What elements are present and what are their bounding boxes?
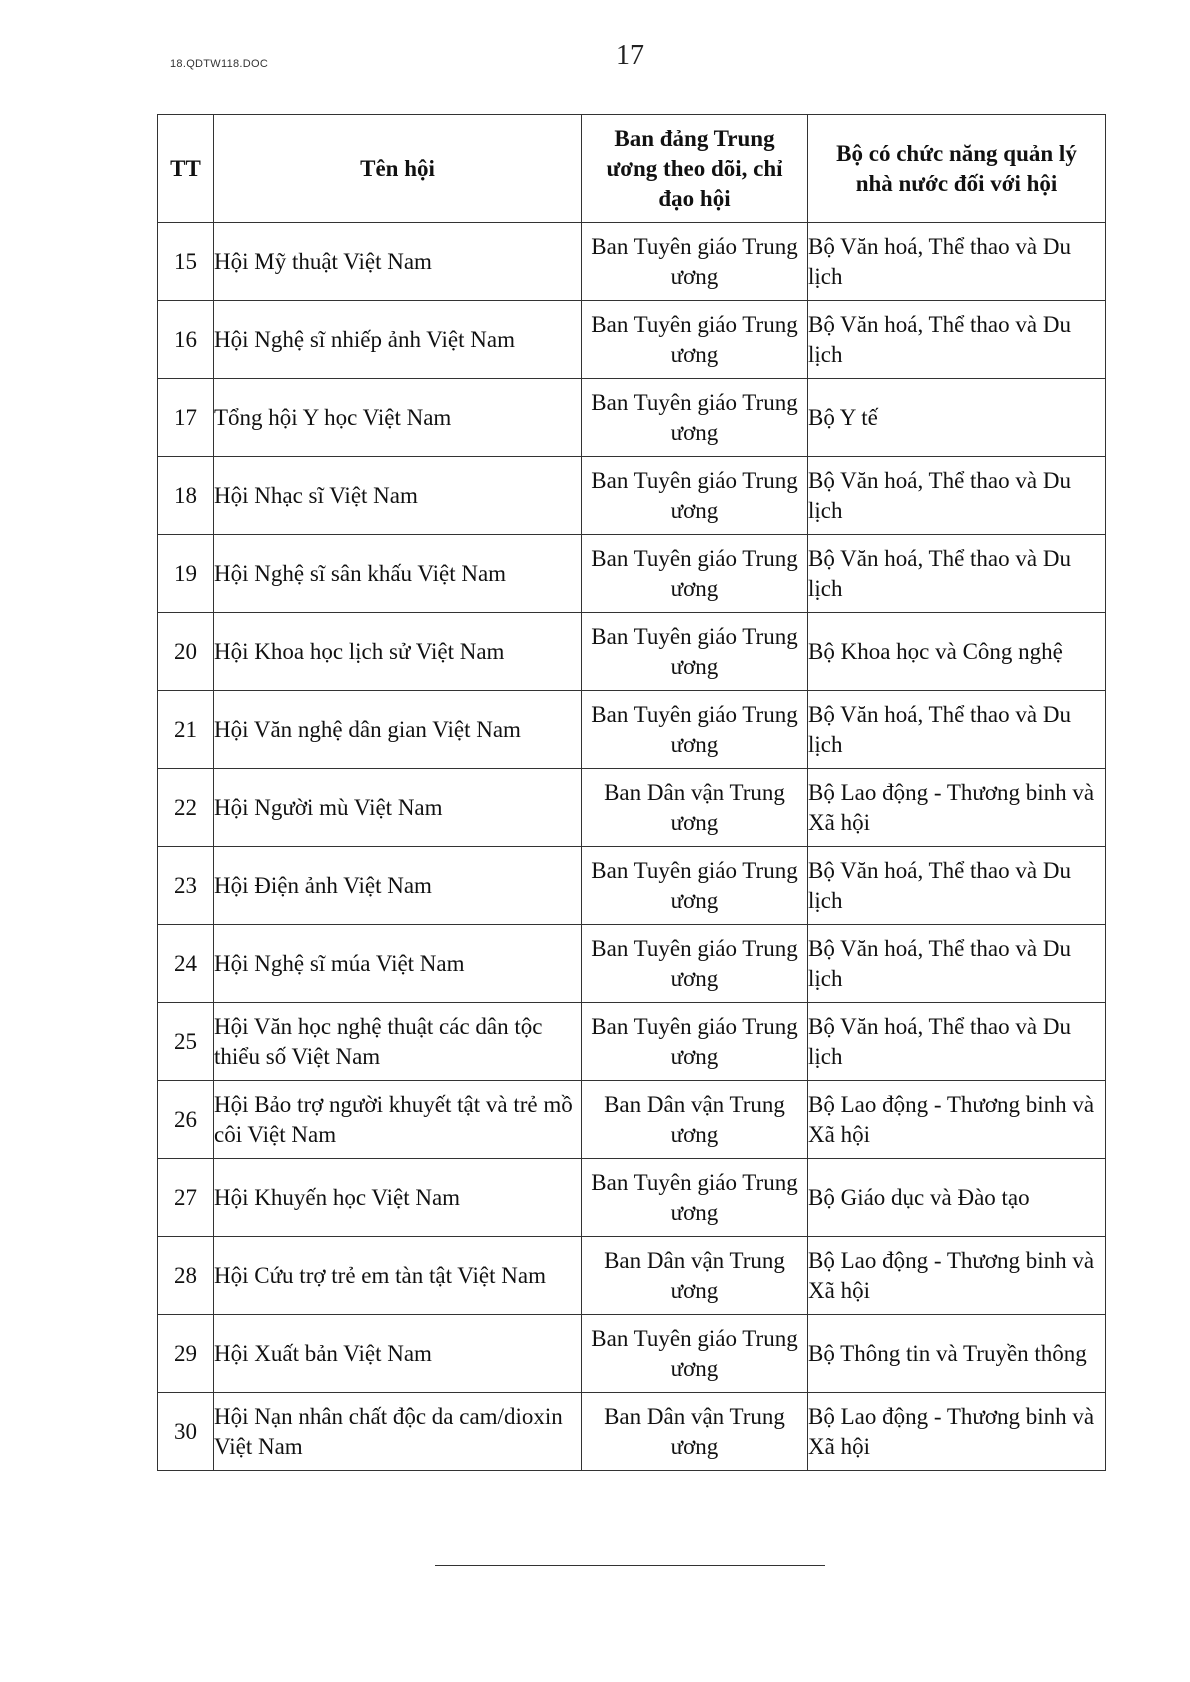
association-name: Hội Điện ảnh Việt Nam [214, 847, 582, 925]
association-name: Hội Văn nghệ dân gian Việt Nam [214, 691, 582, 769]
page-number: 17 [616, 40, 644, 71]
table-row [158, 691, 1106, 769]
table-row [158, 925, 1106, 1003]
managing-ministry: Bộ Văn hoá, Thể thao và Du lịch [808, 457, 1106, 535]
row-number: 27 [158, 1159, 214, 1237]
party-committee: Ban Tuyên giáo Trung ương [582, 691, 808, 769]
party-committee: Ban Tuyên giáo Trung ương [582, 847, 808, 925]
managing-ministry: Bộ Y tế [808, 379, 1106, 457]
table-row [158, 1237, 1106, 1315]
managing-ministry: Bộ Văn hoá, Thể thao và Du lịch [808, 691, 1106, 769]
managing-ministry: Bộ Văn hoá, Thể thao và Du lịch [808, 925, 1106, 1003]
party-committee: Ban Tuyên giáo Trung ương [582, 1159, 808, 1237]
row-number: 24 [158, 925, 214, 1003]
managing-ministry: Bộ Lao động - Thương binh và Xã hội [808, 1081, 1106, 1159]
association-name: Tổng hội Y học Việt Nam [214, 379, 582, 457]
row-number: 18 [158, 457, 214, 535]
managing-ministry: Bộ Văn hoá, Thể thao và Du lịch [808, 535, 1106, 613]
party-committee: Ban Tuyên giáo Trung ương [582, 613, 808, 691]
row-number: 17 [158, 379, 214, 457]
party-committee: Ban Dân vận Trung ương [582, 1237, 808, 1315]
table-row [158, 1159, 1106, 1237]
table-row [158, 379, 1106, 457]
party-committee: Ban Tuyên giáo Trung ương [582, 1003, 808, 1081]
managing-ministry: Bộ Giáo dục và Đào tạo [808, 1159, 1106, 1237]
row-number: 15 [158, 223, 214, 301]
managing-ministry: Bộ Văn hoá, Thể thao và Du lịch [808, 1003, 1106, 1081]
party-committee: Ban Tuyên giáo Trung ương [582, 535, 808, 613]
association-name: Hội Xuất bản Việt Nam [214, 1315, 582, 1393]
association-name: Hội Mỹ thuật Việt Nam [214, 223, 582, 301]
association-name: Hội Nghệ sĩ sân khấu Việt Nam [214, 535, 582, 613]
row-number: 16 [158, 301, 214, 379]
row-number: 23 [158, 847, 214, 925]
association-name: Hội Khoa học lịch sử Việt Nam [214, 613, 582, 691]
party-committee: Ban Dân vận Trung ương [582, 1081, 808, 1159]
association-name: Hội Khuyến học Việt Nam [214, 1159, 582, 1237]
party-committee: Ban Tuyên giáo Trung ương [582, 925, 808, 1003]
party-committee: Ban Tuyên giáo Trung ương [582, 457, 808, 535]
table-header-row [158, 115, 1106, 223]
party-committee: Ban Tuyên giáo Trung ương [582, 379, 808, 457]
table-row [158, 223, 1106, 301]
footer-divider [435, 1565, 825, 1566]
association-name: Hội Nghệ sĩ múa Việt Nam [214, 925, 582, 1003]
managing-ministry: Bộ Lao động - Thương binh và Xã hội [808, 1237, 1106, 1315]
table-row [158, 769, 1106, 847]
row-number: 22 [158, 769, 214, 847]
table-row [158, 1003, 1106, 1081]
row-number: 26 [158, 1081, 214, 1159]
table-row [158, 457, 1106, 535]
managing-ministry: Bộ Văn hoá, Thể thao và Du lịch [808, 847, 1106, 925]
association-name: Hội Nghệ sĩ nhiếp ảnh Việt Nam [214, 301, 582, 379]
table-row [158, 1315, 1106, 1393]
party-committee: Ban Dân vận Trung ương [582, 769, 808, 847]
table-row [158, 1081, 1106, 1159]
association-name: Hội Văn học nghệ thuật các dân tộc thiểu số Việt Nam [214, 1003, 582, 1081]
table-row [158, 613, 1106, 691]
table-row [158, 301, 1106, 379]
association-name: Hội Nạn nhân chất độc da cam/dioxin Việt Nam [214, 1393, 582, 1471]
column-header-tt: TT [158, 115, 214, 223]
managing-ministry: Bộ Lao động - Thương binh và Xã hội [808, 769, 1106, 847]
row-number: 25 [158, 1003, 214, 1081]
associations-table [157, 114, 1106, 1471]
row-number: 21 [158, 691, 214, 769]
row-number: 20 [158, 613, 214, 691]
party-committee: Ban Tuyên giáo Trung ương [582, 223, 808, 301]
association-name: Hội Nhạc sĩ Việt Nam [214, 457, 582, 535]
table-body [158, 223, 1106, 1471]
table-row [158, 1393, 1106, 1471]
association-name: Hội Cứu trợ trẻ em tàn tật Việt Nam [214, 1237, 582, 1315]
column-header-name: Tên hội [214, 115, 582, 223]
table-row [158, 847, 1106, 925]
managing-ministry: Bộ Lao động - Thương binh và Xã hội [808, 1393, 1106, 1471]
row-number: 19 [158, 535, 214, 613]
row-number: 29 [158, 1315, 214, 1393]
column-header-bo: Bộ có chức năng quản lý nhà nước đối với hội [808, 115, 1106, 223]
managing-ministry: Bộ Khoa học và Công nghệ [808, 613, 1106, 691]
table-row [158, 535, 1106, 613]
association-name: Hội Người mù Việt Nam [214, 769, 582, 847]
column-header-ban: Ban đảng Trung ương theo dõi, chỉ đạo hội [582, 115, 808, 223]
association-name: Hội Bảo trợ người khuyết tật và trẻ mồ côi Việt Nam [214, 1081, 582, 1159]
file-label: 18.QDTW118.DOC [170, 58, 269, 70]
row-number: 28 [158, 1237, 214, 1315]
row-number: 30 [158, 1393, 214, 1471]
party-committee: Ban Dân vận Trung ương [582, 1393, 808, 1471]
managing-ministry: Bộ Thông tin và Truyền thông [808, 1315, 1106, 1393]
party-committee: Ban Tuyên giáo Trung ương [582, 301, 808, 379]
managing-ministry: Bộ Văn hoá, Thể thao và Du lịch [808, 223, 1106, 301]
party-committee: Ban Tuyên giáo Trung ương [582, 1315, 808, 1393]
managing-ministry: Bộ Văn hoá, Thể thao và Du lịch [808, 301, 1106, 379]
